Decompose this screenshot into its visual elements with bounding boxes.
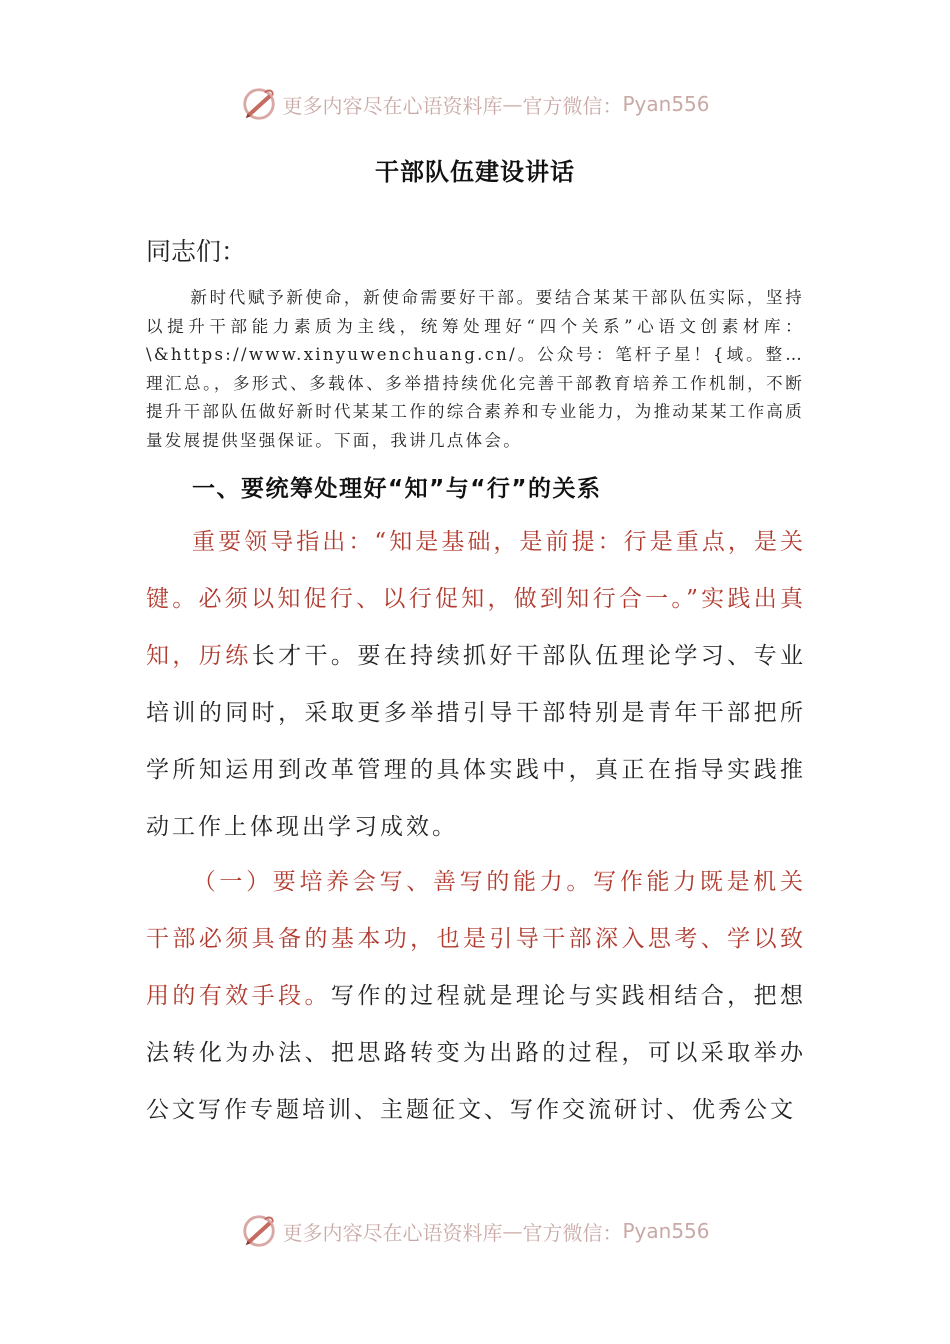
paragraph-1-emphasis: 重要领导指出：“知是基础，是前提：行是重点，是关键。必须以知促行、以行促知，做到知行合一。”实践出真知，历练: [146, 529, 806, 669]
watermark-separator: —: [502, 92, 523, 116]
document-title: 干部队伍建设讲话: [375, 158, 575, 186]
salutation: 同志们：: [146, 237, 247, 266]
watermark-banner-top: [0, 84, 950, 124]
paragraph-2: [146, 854, 806, 1139]
watermark-text: 更多内容尽在心语资料库: [282, 93, 503, 118]
watermark-text: 更多内容尽在心语资料库: [282, 1220, 503, 1245]
intro-paragraph: [146, 284, 804, 456]
intro-text: 新时代赋予新使命，新使命需要好干部。要结合某某干部队伍实际，坚持以提升干部能力素质为主线，统筹处理好“四个关系”心语文创素材库：\&https://www.xinyuwenchuang.cn/。公众号：笔杆子星！{域。整…理汇总。，多形式、多载体、多举措持续优化完善干部教育培养工作机制，不断提升干部队伍做好新时代某某工作的综合素养和专业能力，为推动某某工作高质量发展提供坚强保证。下面，我讲几点体会。: [146, 288, 804, 450]
paragraph-1-text: 长才干。要在持续抓好干部队伍理论学习、专业培训的同时，采取更多举措引导干部特别是青年干部把所学所知运用到改革管理的具体实践中，真正在指导实践推动工作上体现出学习成效。: [146, 643, 807, 840]
paragraph-2-emphasis: （一）要培养会写、善写的能力。写作能力既是机关干部必须具备的基本功，也是引导干部深入思考、学以致用的有效手段。: [146, 869, 806, 1009]
watermark-separator: —: [502, 1219, 523, 1243]
paragraph-1: [146, 514, 806, 856]
watermark-banner-bottom: [0, 1211, 950, 1251]
watermark-wechat-id: Pyan556: [622, 92, 710, 116]
paragraph-2-text: 写作的过程就是理论与实践相结合，把想法转化为办法、把思路转变为出路的过程，可以采取举办公文写作专题培训、主题征文、写作交流研讨、优秀公文: [146, 983, 807, 1123]
pen-logo-icon: [240, 85, 278, 123]
section-heading-1: 一、要统筹处理好“知”与“行”的关系: [192, 476, 602, 502]
watermark-wechat-label: 官方微信：: [522, 93, 623, 118]
watermark-wechat-label: 官方微信：: [522, 1220, 623, 1245]
pen-logo-icon: [240, 1212, 278, 1250]
watermark-wechat-id: Pyan556: [622, 1219, 710, 1243]
